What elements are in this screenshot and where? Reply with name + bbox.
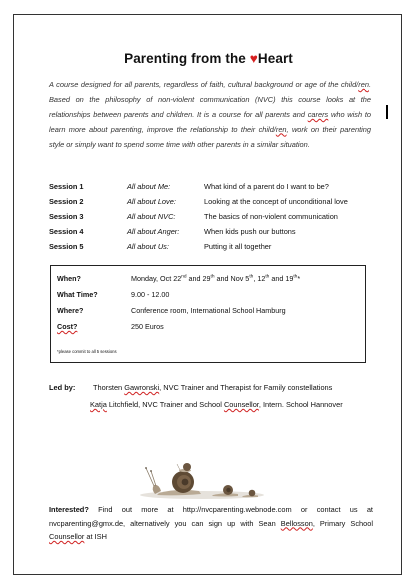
session-topic: All about Me: [127, 182, 171, 191]
spellcheck-word: carers [307, 109, 329, 119]
title-text-after: Heart [257, 51, 293, 66]
when-text: and 29 [186, 274, 211, 283]
time-value: 9.00 - 12.00 [131, 290, 170, 299]
intro-text-2: . Based on the philosophy of non-violent communication (NVC) this course looks at the relationships between parents and children. It is a course for all parents and [49, 80, 371, 119]
ordinal-suffix: th [265, 274, 270, 280]
when-value [131, 274, 300, 283]
when-text: Monday, Oct 22 [131, 274, 182, 283]
course-info-box [50, 265, 366, 363]
session-description: The basics of non-violent communication [204, 212, 338, 221]
contact-text: Find out more at http://nvcparenting.webnode.com or contact us at nvcparenting@gmx.de, alternatively you can sign up with Sean [49, 505, 373, 528]
session-topic: All about NVC: [127, 212, 176, 221]
when-text: , 12 [253, 274, 266, 283]
commitment-note: *please commit to all 5 sessions [57, 349, 117, 354]
ordinal-suffix: nd [181, 274, 187, 280]
text-cursor [386, 105, 388, 119]
contact-text: at ISH [84, 532, 107, 542]
spellcheck-word: Bellosson [280, 518, 313, 528]
spellcheck-word: ren [275, 124, 287, 134]
spellcheck-word: Counsellor [223, 400, 259, 409]
where-value: Conference room, International School Hamburg [131, 306, 286, 315]
intro-paragraph [49, 78, 371, 153]
facilitator-text: Thorsten [93, 383, 125, 392]
when-text: and Nov 5 [214, 274, 250, 283]
when-label: When? [57, 274, 81, 283]
session-number: Session 5 [49, 242, 84, 251]
when-text: * [297, 274, 301, 283]
led-by-label: Led by: [49, 383, 76, 392]
facilitator-text: Litchfield, NVC Trainer and School [106, 400, 224, 409]
facilitator-text: , Intern. School Hannover [258, 400, 343, 409]
interested-label: Interested? [49, 505, 89, 514]
flyer-page [13, 14, 402, 575]
time-label: What Time? [57, 290, 98, 299]
session-number: Session 1 [49, 182, 84, 191]
facilitator-text: , NVC Trainer and Therapist for Family constellations [159, 383, 333, 392]
title-text-before: Parenting from the [124, 51, 250, 66]
session-description: Looking at the concept of unconditional love [204, 197, 348, 206]
session-number: Session 2 [49, 197, 84, 206]
cost-value: 250 Euros [131, 322, 164, 331]
snails-image [137, 451, 267, 501]
when-text: and 19 [269, 274, 294, 283]
intro-text-1: A course designed for all parents, regardless of faith, cultural background or age of the child/ [49, 80, 359, 89]
ordinal-suffix: th [249, 274, 254, 280]
intro-text-4: , work on their parenting style or simply want to spend some time with other parents in a similar situation. [49, 124, 371, 149]
where-label: Where? [57, 306, 84, 315]
contact-paragraph [49, 503, 373, 544]
session-number: Session 4 [49, 227, 84, 236]
heart-icon: ♥ [249, 51, 258, 66]
session-topic: All about Love: [127, 197, 176, 206]
session-description: What kind of a parent do I want to be? [204, 182, 329, 191]
session-description: Putting it all together [204, 242, 272, 251]
session-topic: All about Anger: [127, 227, 180, 236]
intro-text-3: who wish to learn more about parenting, improve the relationship to their child/ [49, 109, 371, 134]
spellcheck-word: Katja [90, 400, 107, 409]
page-title [14, 51, 403, 66]
spellcheck-word: Gawronski [124, 383, 160, 392]
contact-text: , Primary School [312, 518, 373, 528]
spellcheck-word: Counsellor [49, 532, 85, 542]
spellcheck-word: ren [358, 80, 369, 89]
session-description: When kids push our buttons [204, 227, 296, 236]
ordinal-suffix: th [210, 274, 215, 280]
facilitator-2 [90, 400, 343, 409]
ordinal-suffix: th [293, 274, 298, 280]
session-number: Session 3 [49, 212, 84, 221]
cost-label: Cost? [57, 322, 78, 331]
facilitator-1 [93, 383, 332, 392]
session-topic: All about Us: [127, 242, 169, 251]
